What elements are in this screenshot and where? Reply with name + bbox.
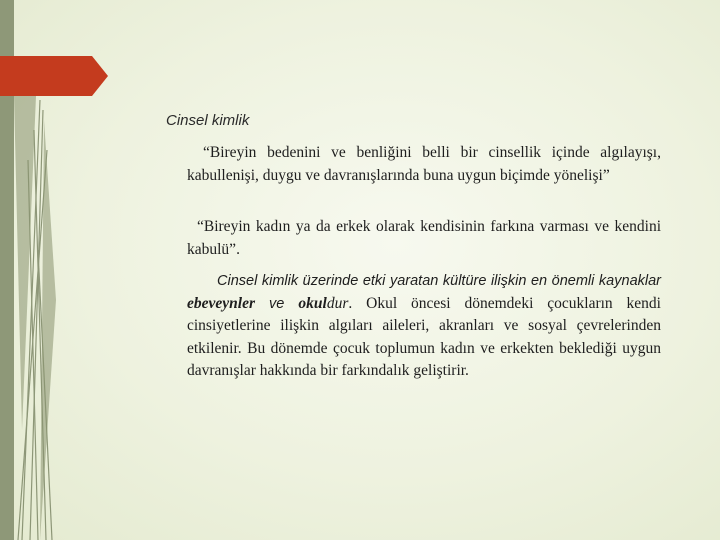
- term-school: okul: [298, 294, 327, 312]
- slide-heading: Cinsel kimlik: [166, 112, 250, 129]
- definition-paragraph-2: “Bireyin kadın ya da erkek olarak kendisinin farkına varması ve kendini kabulü”.: [187, 218, 661, 258]
- body-paragraph: [187, 270, 661, 383]
- paragraph-rest: . Okul öncesi dönemdeki çocukların kendi cinsiyetlerine ilişkin algıları aileleri, akranları ve sosyal çevrelerinden etkilenir. Bu dönemde çocuk toplumun kadın ve erkekten beklediği uygun davranışlar hakkında bir farkındalık geliştirir.: [187, 294, 661, 379]
- paragraph-lead: Cinsel kimlik üzerinde etki yaratan kültüre ilişkin en önemli kaynaklar: [217, 273, 661, 289]
- paragraph-connector: ve: [255, 295, 299, 312]
- term-parents: ebeveynler: [187, 294, 255, 312]
- term-suffix: dur: [326, 294, 349, 312]
- definition-paragraph-1: “Bireyin bedenini ve benliğini belli bir cinsellik içinde algılayışı, kabullenişi, duygu ve davranışlarında buna uygun biçimde yönelişi”: [187, 144, 661, 184]
